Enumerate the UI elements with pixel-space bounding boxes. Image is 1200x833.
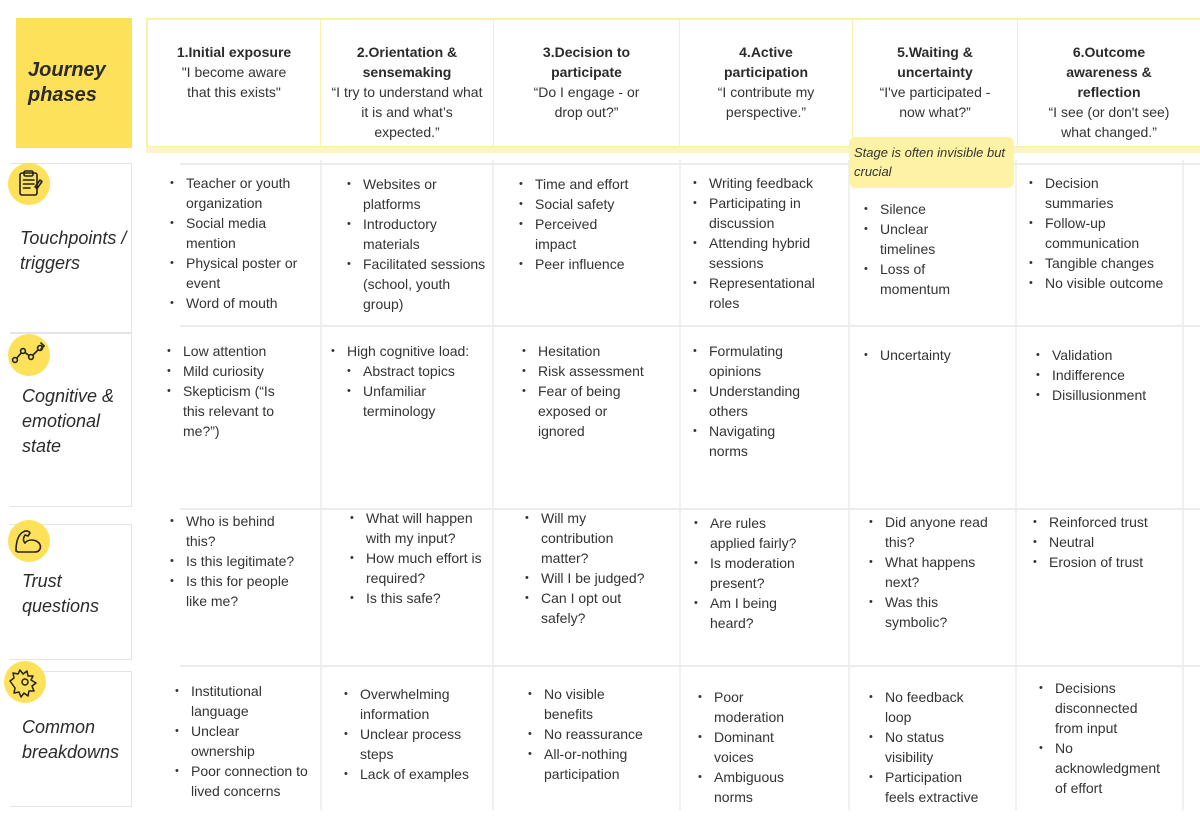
phase-title: 2.Orientation & sensemaking bbox=[356, 44, 458, 80]
grid-line bbox=[180, 508, 1200, 510]
list-item: • Poor moderation bbox=[714, 687, 794, 727]
clipboard-icon bbox=[8, 163, 50, 205]
list-item: • Word of mouth bbox=[186, 293, 312, 313]
list-item: • High cognitive load: bbox=[347, 341, 488, 361]
list-item: • Was this symbolic? bbox=[885, 592, 965, 632]
row-label-cognitive: Cognitive & emotional state bbox=[22, 386, 115, 456]
list-item: • Erosion of trust bbox=[1049, 552, 1185, 572]
list-item: • Ambiguous norms bbox=[714, 767, 794, 807]
list-item: • Unclear process steps bbox=[360, 724, 475, 764]
grid-line bbox=[180, 163, 1200, 165]
list-item: • Participating in discussion bbox=[709, 193, 845, 233]
cell-breakdowns-1 bbox=[167, 681, 317, 801]
cell-cognitive-4 bbox=[685, 341, 845, 461]
list-item: • No visible outcome bbox=[1045, 273, 1181, 293]
list-item: • Unfamiliar terminology bbox=[363, 381, 453, 421]
grid-line bbox=[848, 160, 850, 810]
phase-quote: “I've participated - now what?” bbox=[879, 84, 991, 120]
list-item: • Decision summaries bbox=[1045, 173, 1125, 213]
grid-line bbox=[679, 160, 681, 810]
journey-phases-label: Journey phases bbox=[28, 59, 106, 106]
list-item: • Attending hybrid sessions bbox=[709, 233, 824, 273]
phase-header-3 bbox=[494, 20, 680, 146]
list-item: • Can I opt out safely? bbox=[541, 588, 636, 628]
list-item: • Who is behind this? bbox=[186, 511, 286, 551]
line-chart-icon bbox=[8, 334, 50, 376]
list-item: • Hesitation bbox=[538, 341, 664, 361]
list-item: • Mild curiosity bbox=[183, 361, 304, 381]
row-label-touchpoints: Touchpoints / triggers bbox=[20, 228, 127, 273]
cell-breakdowns-3 bbox=[520, 684, 670, 784]
phase-quote: “Do I engage - or drop out?” bbox=[533, 84, 640, 120]
grid-line bbox=[180, 665, 1200, 667]
list-item: • Will my contribution matter? bbox=[541, 508, 636, 568]
list-item: • Perceived impact bbox=[535, 214, 615, 254]
cell-cognitive-6 bbox=[1028, 345, 1178, 405]
cell-cognitive-5 bbox=[856, 345, 1006, 365]
cell-breakdowns-4 bbox=[690, 687, 840, 807]
list-item: • Fear of being exposed or ignored bbox=[538, 381, 638, 441]
list-item: • Websites or platforms bbox=[363, 174, 489, 214]
list-item: • What will happen with my input? bbox=[366, 508, 487, 548]
list-item: • Follow-up communication bbox=[1045, 213, 1155, 253]
phase-title: 6.Outcome awareness & reflection bbox=[1066, 44, 1152, 100]
list-item: • Low attention bbox=[183, 341, 304, 361]
cell-touchpoints-6 bbox=[1021, 173, 1181, 293]
cell-trust-2 bbox=[342, 508, 487, 608]
list-item: • Representational roles bbox=[709, 273, 845, 313]
phase-header-5 bbox=[853, 20, 1018, 146]
cell-touchpoints-3 bbox=[511, 174, 671, 274]
list-item: • What happens next? bbox=[885, 552, 990, 592]
list-item: • Are rules applied fairly? bbox=[710, 513, 810, 553]
list-item: • Silence bbox=[880, 199, 1006, 219]
list-item: • Facilitated sessions (school, youth group) bbox=[363, 254, 489, 314]
list-item: • All-or-nothing participation bbox=[544, 744, 654, 784]
grid-line bbox=[180, 325, 1200, 327]
list-item: • Understanding others bbox=[709, 381, 829, 421]
cell-cognitive-2 bbox=[323, 341, 488, 421]
list-item: • Validation bbox=[1052, 345, 1178, 365]
sticky-note: Stage is often invisible but crucial bbox=[849, 137, 1014, 188]
list-item: • Physical poster or event bbox=[186, 253, 312, 293]
cell-cognitive-1 bbox=[159, 341, 304, 441]
cell-breakdowns-6 bbox=[1031, 678, 1181, 798]
list-item: • Indifference bbox=[1052, 365, 1178, 385]
list-item: • Institutional language bbox=[191, 681, 281, 721]
phase-header-4 bbox=[680, 20, 853, 146]
cell-cognitive-3 bbox=[514, 341, 664, 441]
list-item: • No reassurance bbox=[544, 724, 670, 744]
list-item: • Dominant voices bbox=[714, 727, 794, 767]
phase-title: 5.Waiting & uncertainty bbox=[897, 44, 973, 80]
phase-quote: “I try to understand what it is and what’s expected.” bbox=[331, 84, 483, 140]
list-item: • Am I being heard? bbox=[710, 593, 790, 633]
list-item: • Unclear ownership bbox=[191, 721, 271, 761]
cell-touchpoints-4 bbox=[685, 173, 845, 313]
list-item: • Is this legitimate? bbox=[186, 551, 312, 571]
list-item: • Peer influence bbox=[535, 254, 671, 274]
list-item: • Skepticism (“Is this relevant to me?”) bbox=[183, 381, 293, 441]
list-item: • Writing feedback bbox=[709, 173, 845, 193]
cell-touchpoints-5 bbox=[856, 199, 1006, 299]
phase-header-6 bbox=[1018, 20, 1200, 146]
phase-quote: "I become aware that this exists" bbox=[181, 64, 287, 100]
list-item: • Lack of examples bbox=[360, 764, 486, 784]
list-item: • Teacher or youth organization bbox=[186, 173, 312, 213]
list-item: • Decisions disconnected from input bbox=[1055, 678, 1155, 738]
phase-title: 1.Initial exposure bbox=[176, 44, 292, 60]
phase-header-2 bbox=[321, 20, 494, 146]
cell-touchpoints-1 bbox=[162, 173, 312, 313]
header-divider bbox=[146, 147, 1200, 153]
list-item: • Formulating opinions bbox=[709, 341, 799, 381]
cell-breakdowns-5 bbox=[861, 687, 1011, 807]
flexed-arm-icon bbox=[8, 520, 50, 562]
cell-trust-6 bbox=[1025, 512, 1185, 572]
list-item: • Social media mention bbox=[186, 213, 312, 253]
list-item: • Social safety bbox=[535, 194, 671, 214]
list-item: • Is this for people like me? bbox=[186, 571, 306, 611]
list-item: • No feedback loop bbox=[885, 687, 975, 727]
phase-header-1 bbox=[148, 20, 321, 146]
cell-trust-3 bbox=[517, 508, 667, 628]
list-item: • Disillusionment bbox=[1052, 385, 1178, 405]
row-label-trust: Trust questions bbox=[22, 571, 100, 616]
list-item: • How much effort is required? bbox=[366, 548, 487, 588]
list-item: • Participation feels extractive bbox=[885, 767, 990, 807]
cell-trust-4 bbox=[686, 513, 836, 633]
list-item: • Navigating norms bbox=[709, 421, 789, 461]
list-item: • Abstract topics bbox=[363, 361, 488, 381]
list-item: • Poor connection to lived concerns bbox=[191, 761, 311, 801]
broken-gear-icon bbox=[4, 661, 46, 703]
list-item: • Neutral bbox=[1049, 532, 1185, 552]
grid-line bbox=[1015, 160, 1017, 810]
cell-trust-1 bbox=[162, 511, 312, 611]
list-item: • Tangible changes bbox=[1045, 253, 1181, 273]
list-item: • Introductory materials bbox=[363, 214, 489, 254]
phase-title: 3.Decision to participate bbox=[542, 44, 631, 80]
cell-trust-5 bbox=[861, 512, 1011, 632]
list-item: • Is this safe? bbox=[366, 588, 487, 608]
list-item: • Overwhelming information bbox=[360, 684, 460, 724]
row-label-breakdowns: Common breakdowns bbox=[22, 717, 120, 762]
cell-touchpoints-2 bbox=[339, 174, 489, 314]
list-item: • Will I be judged? bbox=[541, 568, 667, 588]
list-item: • No acknowledgment of effort bbox=[1055, 738, 1165, 798]
list-item: • Did anyone read this? bbox=[885, 512, 1000, 552]
list-item: • Risk assessment bbox=[538, 361, 664, 381]
cell-breakdowns-2 bbox=[336, 684, 486, 784]
list-item: • Reinforced trust bbox=[1049, 512, 1185, 532]
grid-line bbox=[320, 160, 322, 810]
list-item: • Time and effort bbox=[535, 174, 671, 194]
list-item: • Uncertainty bbox=[880, 345, 1006, 365]
phase-title: 4.Active participation bbox=[723, 44, 808, 80]
grid-line bbox=[1182, 160, 1184, 810]
phase-quote: “I see (or don't see) what changed.” bbox=[1048, 104, 1170, 140]
list-item: • No visible benefits bbox=[544, 684, 624, 724]
list-item: • Is moderation present? bbox=[710, 553, 810, 593]
grid-line bbox=[492, 160, 494, 810]
list-item: • No status visibility bbox=[885, 727, 975, 767]
list-item: • Unclear timelines bbox=[880, 219, 950, 259]
phase-quote: “I contribute my perspective.” bbox=[717, 84, 815, 120]
list-item: • Loss of momentum bbox=[880, 259, 970, 299]
